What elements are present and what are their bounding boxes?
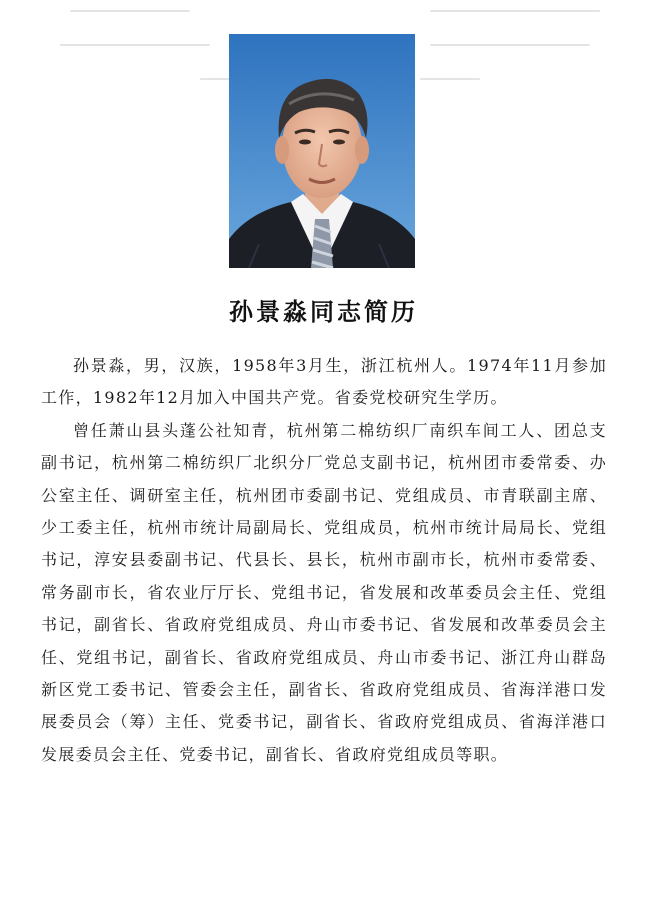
bio-paragraph-career: 曾任萧山县头蓬公社知青，杭州第二棉纺织厂南织车间工人、团总支副书记，杭州第二棉纺织厂北织分厂党总支副书记，杭州团市委常委、办公室主任、调研室主任，杭州团市委副书记、党组成员、市青联副主席、少工委主任，杭州市统计局副局长、党组成员，杭州市统计局局长、党组书记，淳安县委副书记、代县长、县长，杭州市副市长，杭州市委常委、常务副市长，省农业厅厅长、党组书记，省发展和改革委员会主任、党组书记，副省长、省政府党组成员、舟山市委书记、省发展和改革委员会主任、党组书记，副省长、省政府党组成员、舟山市委书记、浙江舟山群岛新区党工委书记、管委会主任，副省长、省政府党组成员、省海洋港口发展委员会（筹）主任、党委书记，副省长、省政府党组成员、省海洋港口发展委员会主任、党委书记，副省长、省政府党组成员等职。 [41,420,607,764]
biography-text [41,350,607,771]
bio-paragraph-basic: 孙景淼，男，汉族，1958年3月生，浙江杭州人。1974年11月参加工作，1982年12月加入中国共产党。省委党校研究生学历。 [41,356,607,408]
portrait-photo [229,34,415,268]
page-title: 孙景淼同志简历 [229,297,418,326]
portrait-image [229,34,415,268]
